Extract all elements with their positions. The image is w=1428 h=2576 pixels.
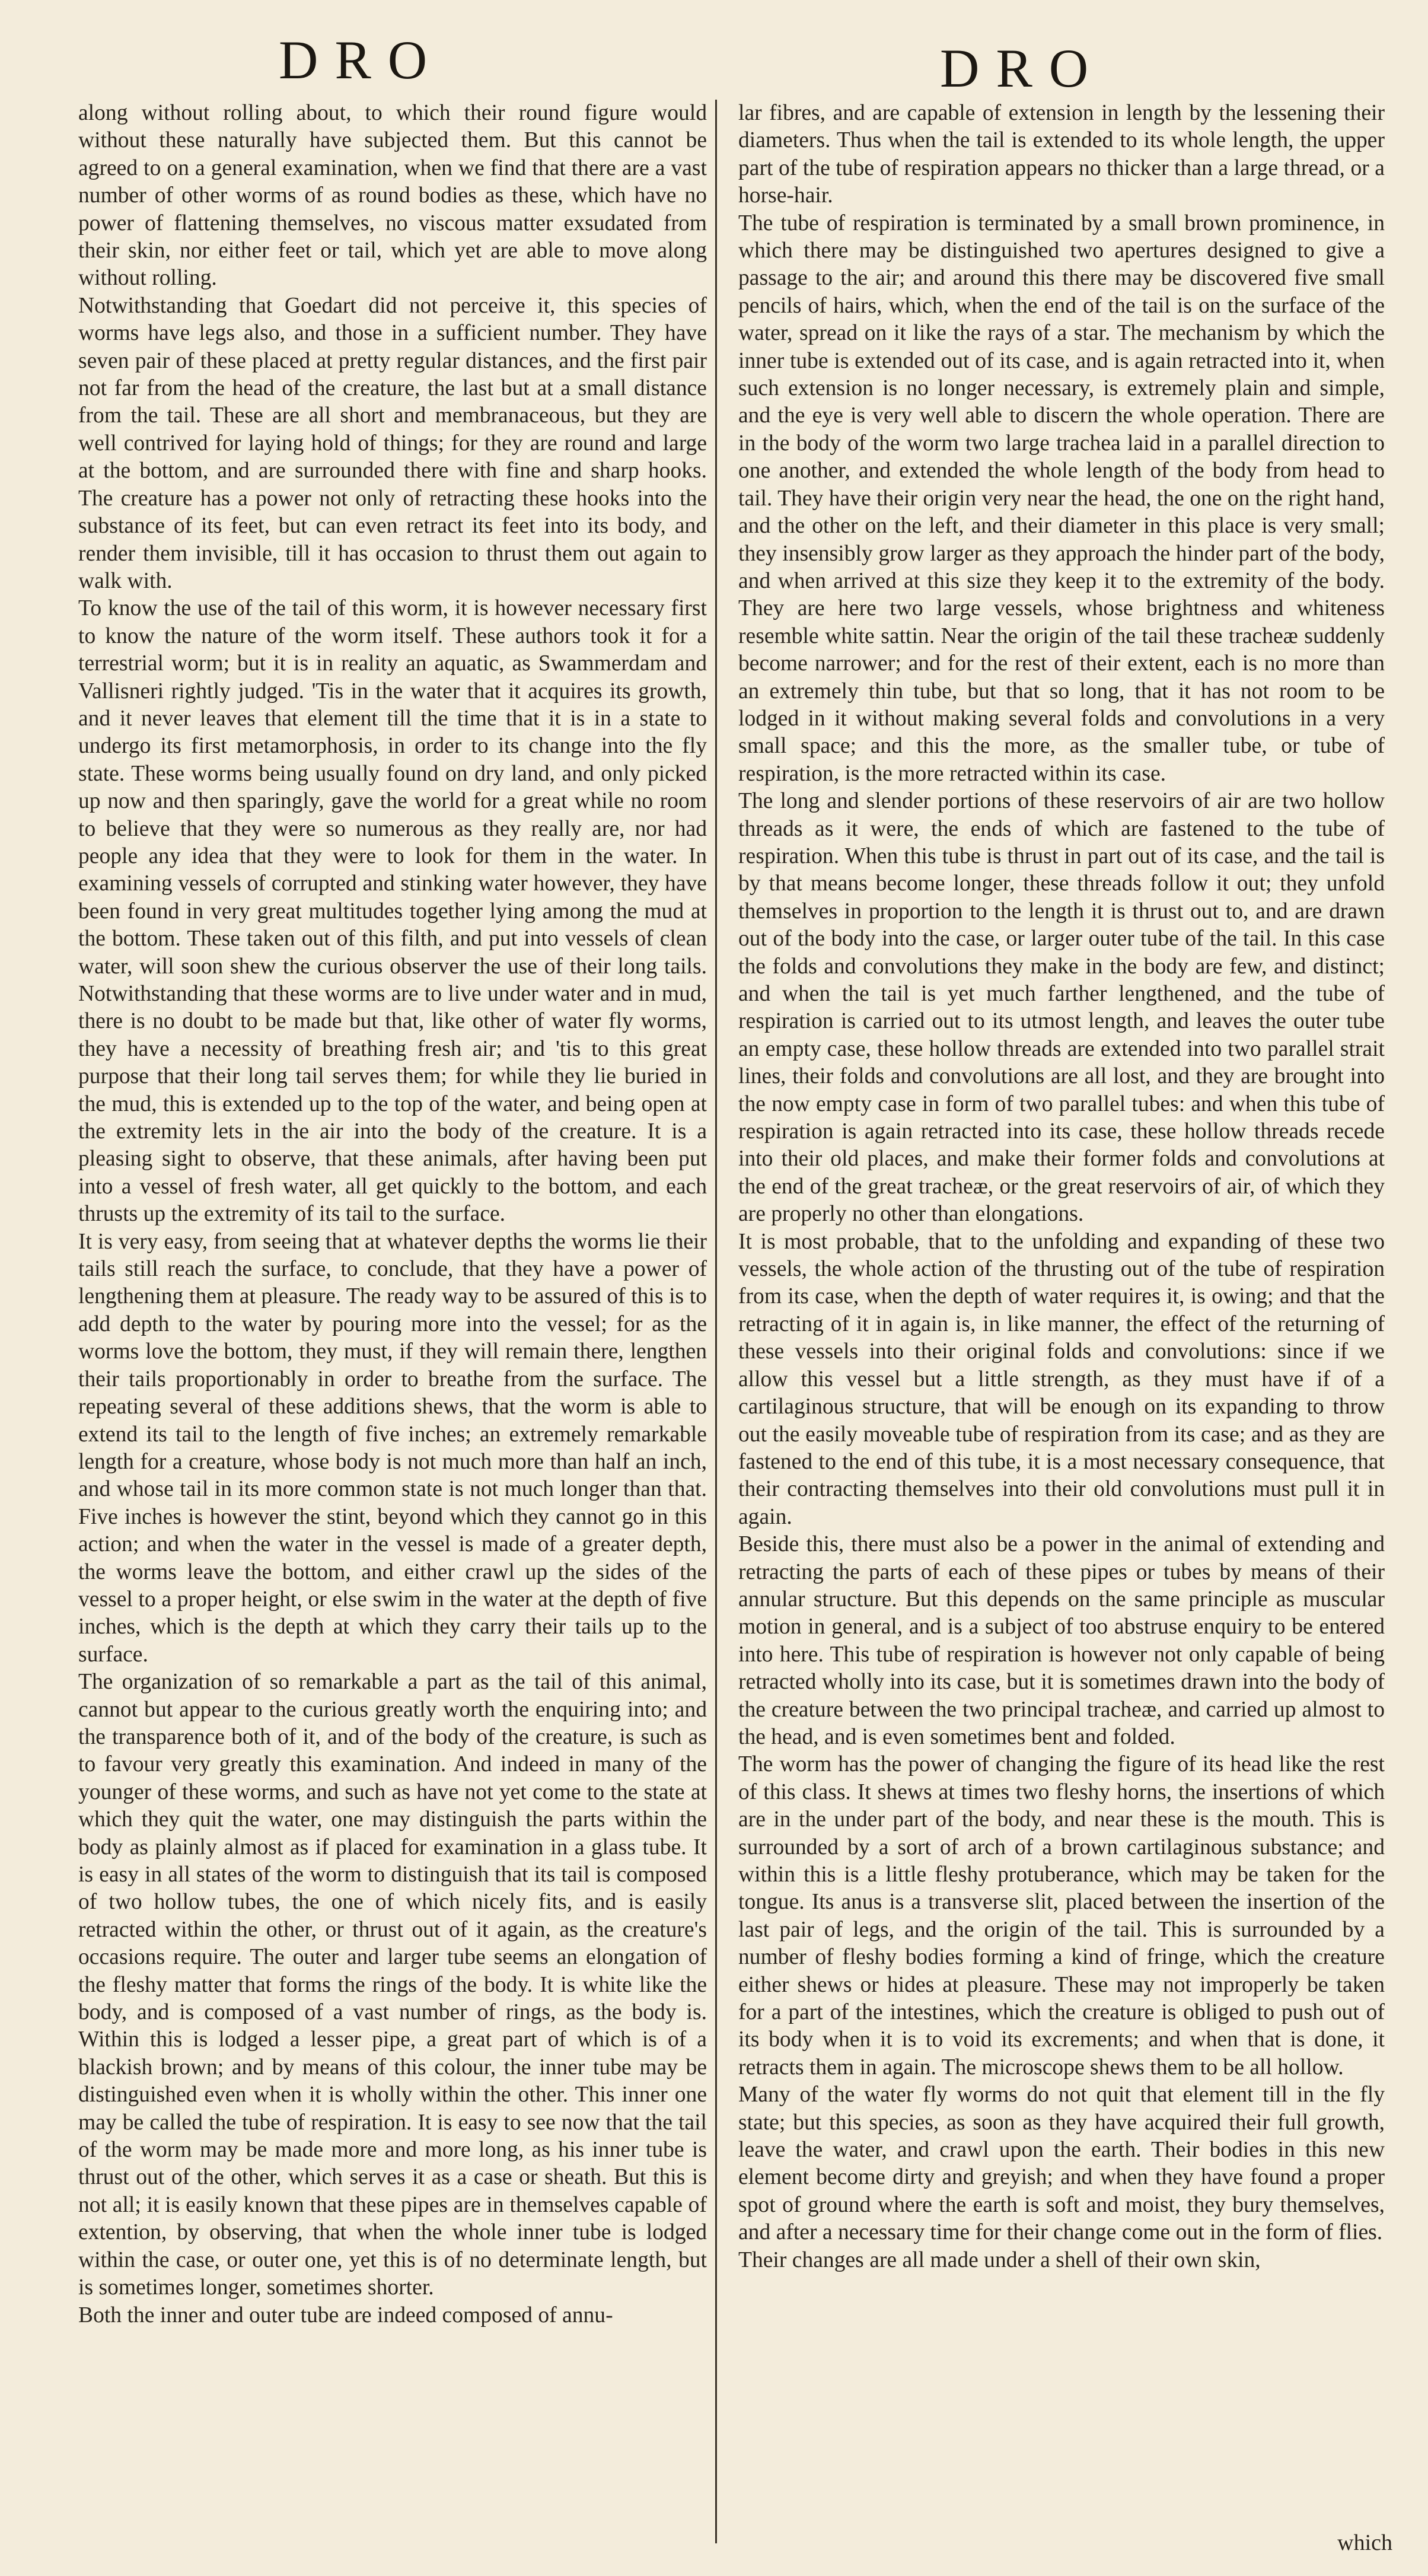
paragraph: The worm has the power of changing the figure of its head like the rest of this class. It shews at times two fleshy horns, the insertions of which are in the under part of the body, and near these is the mouth. This is surrounded by a sort of arch of a brown cartilaginous substance; and within this is a little fleshy protuberance, which may be taken for the tongue. Its anus is a transverse slit, placed between the insertion of the last pair of legs, and the origin of the tail. This is surrounded by a number of fleshy bodies forming a kind of fringe, which the creature either shews or hides at pleasure. These may not improperly be taken for a part of the intestines, which the creature is obliged to push out of its body when it is to void its excrements; and when that is done, it retracts them in again. The microscope shews them to be all hollow.	[738, 1752, 1385, 2080]
paragraph: along without rolling about, to which their round figure would without these naturally have subjected them. But this cannot be agreed to on a general examination, when we find that there are a vast number of other worms of as round bodies as these, which have no power of flattening themselves, no viscous matter exsudated from their skin, nor either feet or tail, which yet are able to move along without rolling.	[78, 101, 707, 291]
paragraph: The organization of so remarkable a part as the tail of this animal, cannot but appear to the curious greatly worth the enquiring into; and the transparence both of it, and of the body of the creature, is such as to favour very greatly this examination. And indeed in many of the younger of these worms, and such as have not yet come to the state at which they quit the water, one may distinguish the parts within the body as plainly almost as if placed for examination in a glass tube. It is easy in all states of the worm to distinguish that its tail is composed of two hollow tubes, the one of which nicely fits, and is easily retracted within the other, or thrust out of it again, as the creature's occasions require. The outer and larger tube seems an elongation of the fleshy matter that forms the rings of the body. It is white like the body, and is composed of a vast number of rings, as the body is. Within this is lodged a lesser pipe, a great part of which is of a blackish brown; and by means of this colour, the inner tube may be distinguished even when it is wholly within the other. This inner one may be called the tube of respiration. It is easy to see now that the tail of the worm may be made more and more long, as his inner tube is thrust out of the other, which serves it as a case or sheath. But this is not all; it is easily known that these pipes are in themselves capable of extention, by observing, that when the whole inner tube is lodged within the case, or outer one, yet this is of no determinate length, but is sometimes longer, sometimes shorter.	[78, 1670, 707, 2300]
paragraph: Their changes are all made under a shell of their own skin,	[738, 2247, 1261, 2272]
paragraph: To know the use of the tail of this worm, it is however necessary first to know the nature of the worm itself. These authors took it for a terrestrial worm; but it is in reality an aquatic, as Swammerdam and Vallisneri rightly judged. 'Tis in the water that it acquires its growth, and it never leaves that element till the time that it is in a state to undergo its first metamorphosis, in order to its change into the fly state. These worms being usually found on dry land, and only picked up now and then sparingly, gave the world for a great while no room to believe that they were so numerous as they really are, nor had people any idea that they were to look for them in the water. In examining vessels of corrupted and stinking water however, they have been found in very great multitudes together lying among the mud at the bottom. These taken out of this filth, and put into vessels of clean water, will soon shew the curious observer the use of their long tails. Notwithstanding that these worms are to live under water and in mud, there is no doubt to be made but that, like other of water fly worms, they have a necessity of breathing fresh air; and 'tis to this great purpose that their long tail serves them; for while they lie buried in the mud, this is extended up to the top of the water, and being open at the extremity lets in the air into the body of the creature. It is a pleasing sight to observe, that these animals, after having been put into a vessel of fresh water, all get quickly to the bottom, and each thrusts up the extremity of its tail to the surface.	[78, 596, 707, 1227]
paragraph: Many of the water fly worms do not quit that element till in the fly state; but this species, as soon as they have acquired their full growth, leave the water, and crawl upon the earth. Their bodies in this new element become dirty and greyish; and when they have found a proper spot of ground where the earth is soft and moist, they bury themselves, and after a necessary time for their change come out in the form of flies.	[738, 2083, 1385, 2245]
paragraph: It is most probable, that to the unfolding and expanding of these two vessels, the whole action of the thrusting out of the tube of respiration from its case, when the depth of water requires it, is owing; and that the retracting of it in again is, in like manner, the effect of the returning of these vessels into their original folds and convolutions: since if we allow this vessel but a little strength, as they must have if of a cartilaginous structure, that will be enough on its expanding to throw out the easily moveable tube of respiration from its case; and as they are fastened to the end of this tube, it is a most necessary consequence, that their contracting themselves into their old convolutions must pull it in again.	[738, 1229, 1385, 1529]
right-column	[738, 100, 1385, 2274]
paragraph: The tube of respiration is terminated by a small brown prominence, in which there may be distinguished two apertures designed to give a passage to the air; and around this there may be discovered five small pencils of hairs, which, when the end of the tail is on the surface of the water, spread on it like the rays of a star. The mechanism by which the inner tube is extended out of its case, and is again retracted into it, when such extension is no longer necessary, is extremely plain and simple, and the eye is very well able to discern the whole operation. There are in the body of the worm two large trachea laid in a parallel direction to one another, and extended the whole length of the body from head to tail. They have their origin very near the head, the one on the right hand, and the other on the left, and their diameter in this place is very small; they insensibly grow larger as they approach the hinder part of the body, and when arrived at this size they keep it to the extremity of the body. They are here two large vessels, whose brightness and whiteness resemble white sattin. Near the origin of the tail these tracheæ suddenly become narrower; and for the rest of their extent, each is no more than an extremely thin tube, but that so long, that it has not room to be lodged in it without making several folds and convolutions in a very small space; and this the more, as the smaller tube, or tube of respiration, is the more retracted within its case.	[738, 211, 1385, 786]
paragraph: Notwithstanding that Goedart did not perceive it, this species of worms have legs also, and those in a sufficient number. They have seven pair of these placed at pretty regular distances, and the first pair not far from the head of the creature, the last but at a small distance from the tail. These are all short and membranaceous, but they are well contrived for laying hold of things; for they are round and large at the bottom, and are surrounded there with fine and sharp hooks. The creature has a power not only of retracting these hooks into the substance of its feet, but can even retract its feet into its body, and render them invisible, till it has occasion to thrust them out again to walk with.	[78, 293, 707, 593]
left-column	[78, 100, 707, 2329]
paragraph: lar fibres, and are capable of extension in length by the lessening their diameters. Thus when the tail is extended to its whole length, the upper part of the tube of respiration appears no thicker than a large thread, or a horse-hair.	[738, 101, 1385, 208]
catchword: which	[1337, 2530, 1392, 2555]
running-head-right: DRO	[940, 38, 1105, 98]
paragraph: Both the inner and outer tube are indeed composed of annu-	[78, 2303, 613, 2327]
paragraph: The long and slender portions of these reservoirs of air are two hollow threads as it were, the ends of which are fastened to the tube of respiration. When this tube is thrust in part out of its case, and the tail is by that means become longer, these threads follow it out; they unfold themselves in proportion to the length it is thrust out to, and are drawn out of the body into the case, or larger outer tube of the tail. In this case the folds and convolutions they make in the body are few, and distinct; and when the tail is yet much farther lengthened, and the tube of respiration is carried out to its utmost length, and leaves the outer tube an empty case, these hollow threads are extended into two parallel strait lines, their folds and convolutions are all lost, and they are brought into the now empty case in form of two parallel tubes: and when this tube of respiration is again retracted into its case, these hollow threads recede into their old places, and make their former folds and convolutions at the end of the great tracheæ, or the great reservoirs of air, of which they are properly no other than elongations.	[738, 789, 1385, 1227]
running-head-left: DRO	[279, 30, 444, 90]
paragraph: Beside this, there must also be a power in the animal of extending and retracting the parts of each of these pipes or tubes by means of their annular structure. But this depends on the same principle as muscular motion in general, and is a subject of too abstruse enquiry to be entered into here. This tube of respiration is however not only capable of being retracted wholly into its case, but it is sometimes drawn into the body of the creature between the two principal tracheæ, and carried up almost to the head, and is even sometimes bent and folded.	[738, 1532, 1385, 1749]
paragraph: It is very easy, from seeing that at whatever depths the worms lie their tails still reach the surface, to conclude, that they have a power of lengthening them at pleasure. The ready way to be assured of this is to add depth to the water by pouring more into the vessel; for as the worms love the bottom, they must, if they will remain there, lengthen their tails proportionably in order to breathe from the surface. The repeating several of these additions shews, that the worm is able to extend its tail to the length of five inches; an extremely remarkable length for a creature, whose body is not much more than half an inch, and whose tail in its more common state is not much longer than that. Five inches is however the stint, beyond which they cannot go in this action; and when the water in the vessel is made of a greater depth, the worms leave the bottom, and either crawl up the sides of the vessel to a proper height, or else swim in the water at the depth of five inches, which is the depth at which they carry their tails up to the surface.	[78, 1229, 707, 1667]
column-divider	[715, 100, 717, 2543]
